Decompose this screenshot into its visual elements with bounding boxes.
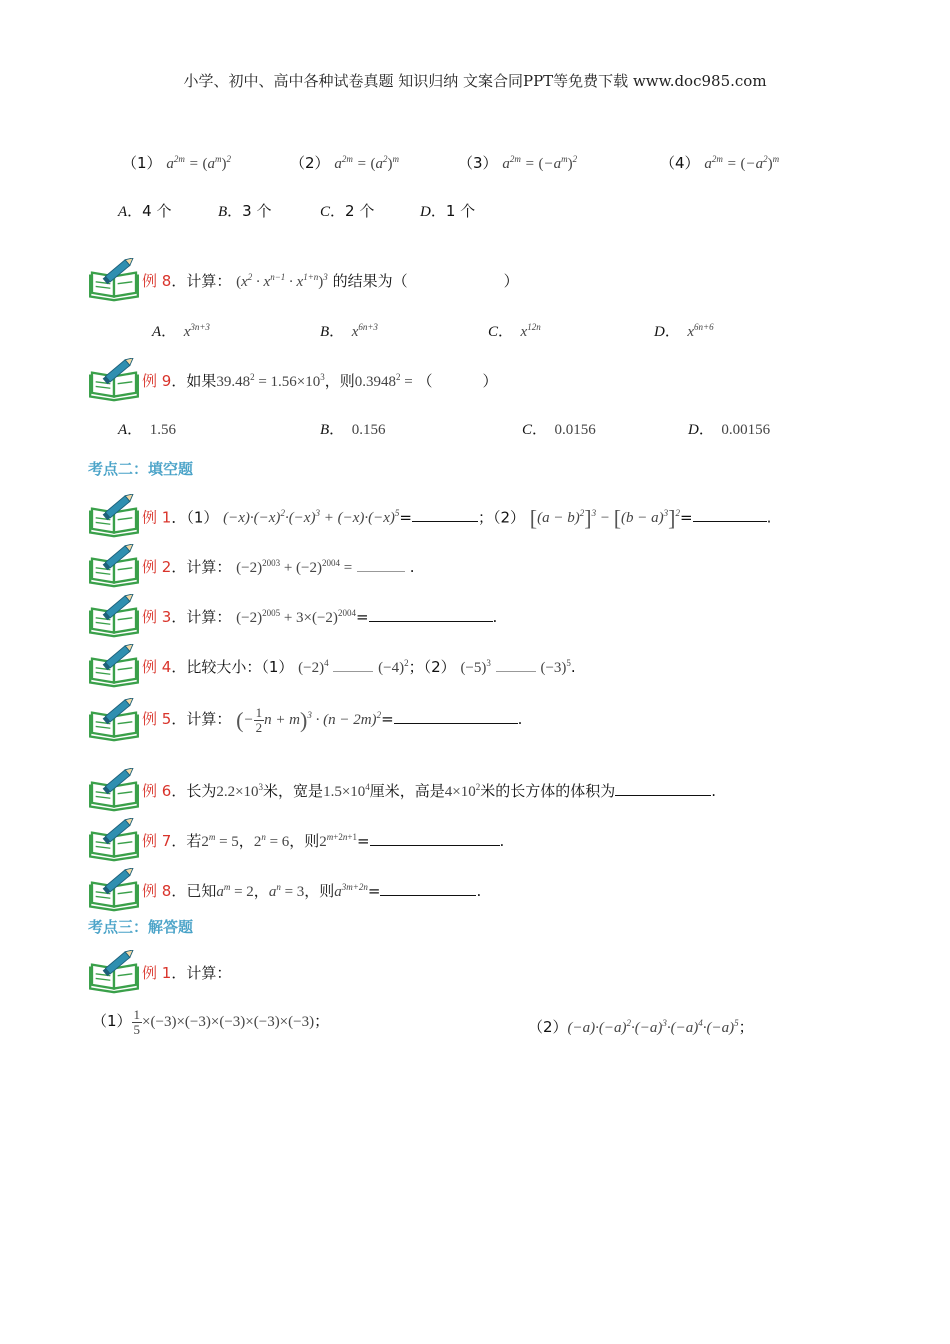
solve-part-1: （1） $\frac{1}{5}$ ×(−3)×(−3)×(−3)×(−3)×(−3)； (92, 1007, 330, 1037)
q7-formula-4: $a^{2m} = (-a^2)^m$ (704, 154, 780, 172)
q7-formula-3: $a^{2m} = (-a^m)^2$ (502, 154, 578, 172)
q7-formula-2: $a^{2m} = (a^2)^m$ (334, 154, 399, 172)
ex8-formula: $(x^2 \cdot x^{n-1} \cdot x^{1+n})^3$ (236, 272, 328, 290)
fill-ex5: 例 5．计算： (− $\frac{1}{2}$ $n + m)^3 \cdot (n - 2m)^2=$ . (142, 705, 523, 735)
answer-blank[interactable] (412, 507, 478, 522)
ex9-option-d: D． 0.00156 (688, 422, 771, 438)
fill-ex8: 例 8．已知$a^m = 2$，$a^n = 3$，则$a^{3m+2n}=$ . (142, 882, 482, 900)
book-pencil-icon (86, 258, 142, 302)
ex8-question: 例 8．计算： $(x^2 \cdot x^{n-1} \cdot x^{1+n})^3$ 的结果为（ ） (142, 272, 519, 290)
answer-blank[interactable] (380, 881, 476, 896)
ex8-option-c: C． $x^{12n}$ (488, 322, 541, 340)
q7-item-1: （1） $a^{2m} = (a^m)^2$ (122, 154, 231, 172)
book-pencil-icon (86, 594, 142, 638)
q7-formula-1: $a^{2m} = (a^m)^2$ (166, 154, 231, 172)
fill-ex6: 例 6．长为$2.2\times 10^3$米，宽是$1.5\times 10^4$厘米，高是$4\times 10^2$米的长方体的体积为 . (142, 782, 717, 800)
fill-ex7: 例 7．若$2^m = 5$，$2^n = 6$，则$2^{m+2n+1}=$ . (142, 832, 505, 850)
answer-blank[interactable] (369, 607, 493, 622)
book-pencil-icon (86, 868, 142, 912)
fill-ex2: 例 2．计算： $(-2)^{2003} + (-2)^{2004}$ = . (142, 558, 415, 576)
answer-blank[interactable] (496, 657, 536, 672)
solve-ex1: 例 1．计算： (142, 964, 232, 982)
answer-blank[interactable] (333, 657, 373, 672)
q7-item-3: （3） $a^{2m} = (-a^m)^2$ (458, 154, 578, 172)
ex8-option-a: A． $x^{3n+3}$ (152, 322, 210, 340)
book-pencil-icon (86, 544, 142, 588)
answer-blank[interactable] (693, 507, 767, 522)
ex8-option-b: B． $x^{6n+3}$ (320, 322, 378, 340)
book-pencil-icon (86, 494, 142, 538)
q7-option-a: A．4 个 (118, 202, 172, 220)
ex9-option-b: B． 0.156 (320, 422, 386, 438)
answer-blank[interactable] (615, 781, 711, 796)
ex8-option-d: D． $x^{6n+6}$ (654, 322, 714, 340)
answer-blank[interactable] (370, 831, 500, 846)
page-header: 小学、初中、高中各种试卷真题 知识归纳 文案合同PPT等免费下载 www.doc985.com (183, 72, 767, 90)
q7-option-c: C．2 个 (320, 202, 375, 220)
answer-blank[interactable] (394, 709, 518, 724)
answer-blank[interactable] (357, 557, 405, 572)
solve-part-2: $(2)(-a)\cdot(-a)^2\cdot(-a)^3\cdot(-a)^4\cdot(-a)^5$； (528, 1018, 754, 1036)
fill-ex3: 例 3．计算： $(-2)^{2005} + 3\times(-2)^{2004}=$ . (142, 608, 498, 626)
section-fill-blank-title: 考点二：填空题 (88, 460, 194, 478)
book-pencil-icon (86, 950, 142, 994)
ex9-question: 例 9．如果$39.48^2 = 1.56\times 10^3$，则$0.3948^2$ = （ ） (142, 372, 498, 390)
ex9-option-a: A． 1.56 (118, 422, 176, 438)
ex9-option-c: C． 0.0156 (522, 422, 596, 438)
fill-ex4: 例 4．比较大小：（1） $(-2)^4$ $(-4)^2$；（2） $(-5)^3$ $(-3)^5$. (142, 658, 576, 676)
book-pencil-icon (86, 644, 142, 688)
book-pencil-icon (86, 768, 142, 812)
book-pencil-icon (86, 818, 142, 862)
section-solve-title: 考点三：解答题 (88, 918, 194, 936)
q7-option-b: B．3 个 (218, 202, 272, 220)
book-pencil-icon (86, 698, 142, 742)
book-pencil-icon (86, 358, 142, 402)
q7-item-2: （2） $a^{2m} = (a^2)^m$ (290, 154, 399, 172)
q7-item-4: （4） $a^{2m} = (-a^2)^m$ (660, 154, 780, 172)
fill-ex1: 例 1．（1） $(-x)\cdot(-x)^2\cdot(-x)^3 + (-x)\cdot(-x)^5=$ ；（2） $[(a - b)^2]^3 - [(b - a)^3]^2=$ . (142, 506, 772, 531)
q7-option-d: D．1 个 (420, 202, 476, 220)
